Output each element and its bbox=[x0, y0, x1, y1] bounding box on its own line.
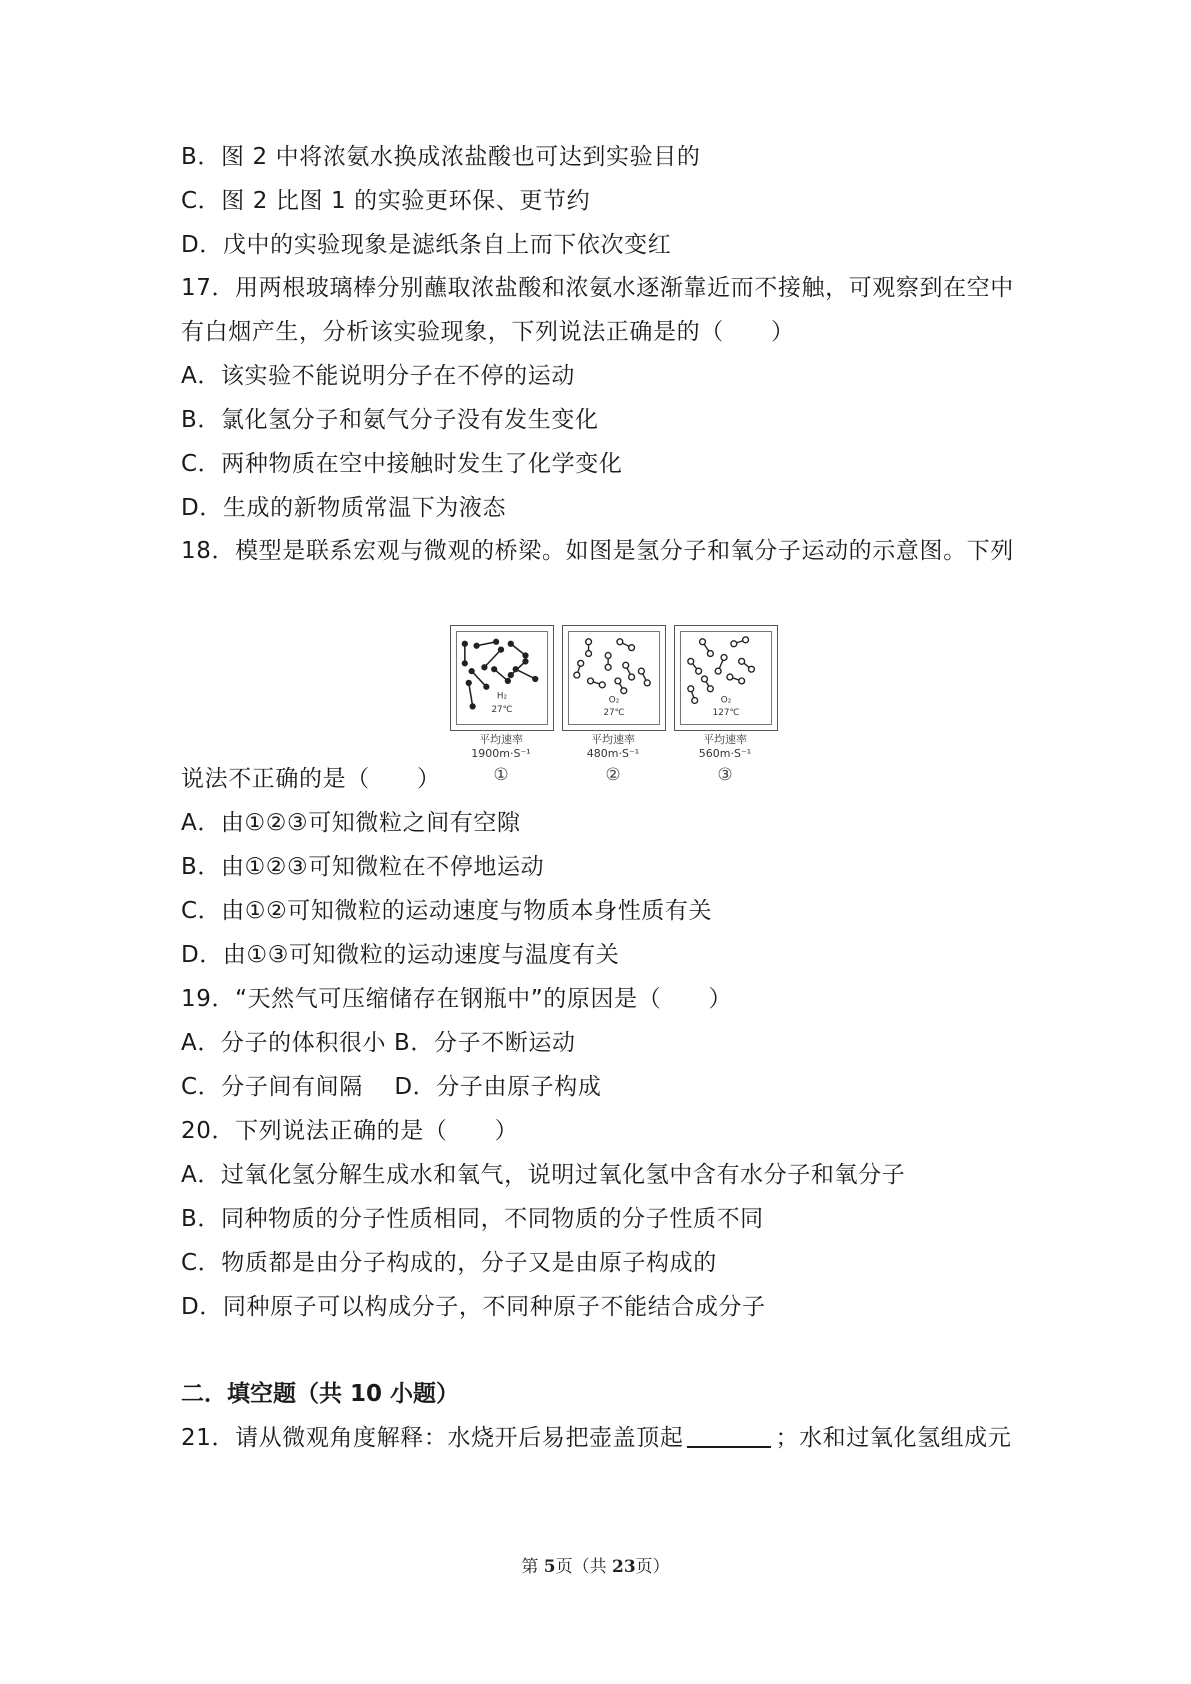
answer-blank[interactable] bbox=[687, 1424, 771, 1448]
rate-label: 平均速率 bbox=[591, 733, 635, 746]
panel-o2-27c bbox=[562, 625, 666, 731]
o2-molecules-diagram-127c bbox=[680, 631, 772, 725]
options-ab-q19: A．分子的体积很小 B．分子不断运动 bbox=[181, 1030, 576, 1056]
option-c-q20: C．物质都是由分子构成的，分子又是由原子构成的 bbox=[181, 1250, 717, 1276]
panel-2-index: ② bbox=[605, 765, 621, 785]
option-d-q20: D．同种原子可以构成分子，不同种原子不能结合成分子 bbox=[181, 1294, 766, 1320]
question-17-stem-line2: 有白烟产生，分析该实验现象，下列说法正确是的（ ） bbox=[181, 319, 795, 345]
rate-value: 1900m·S⁻¹ bbox=[471, 747, 531, 760]
footer-prefix: 第 bbox=[521, 1557, 544, 1577]
panel-1-rate-caption bbox=[445, 733, 557, 761]
total-pages: 23 bbox=[611, 1557, 636, 1577]
panel-temperature: 27℃ bbox=[603, 708, 625, 719]
question-17-stem-line1: 17．用两根玻璃棒分别蘸取浓盐酸和浓氨水逐渐靠近而不接触，可观察到在空中 bbox=[181, 275, 1014, 301]
option-a-q18: A．由①②③可知微粒之间有空隙 bbox=[181, 810, 521, 836]
page-number: 5 bbox=[543, 1557, 556, 1577]
rate-label: 平均速率 bbox=[479, 733, 523, 746]
question-18-stem-tail: 说法不正确的是（ ） bbox=[181, 766, 441, 792]
q21-text-after: ；水和过氧化氢组成元 bbox=[775, 1425, 1012, 1451]
footer-middle: 页（共 bbox=[555, 1557, 612, 1577]
rate-label: 平均速率 bbox=[703, 733, 747, 746]
panel-2-rate-caption bbox=[557, 733, 669, 761]
option-a-q17: A．该实验不能说明分子在不停的运动 bbox=[181, 363, 575, 389]
footer-suffix: 页） bbox=[635, 1557, 670, 1577]
option-c-q18: C．由①②可知微粒的运动速度与物质本身性质有关 bbox=[181, 898, 713, 924]
question-18-stem: 18．模型是联系宏观与微观的桥梁。如图是氢分子和氧分子运动的示意图。下列 bbox=[181, 538, 1014, 564]
panel-o2-127c bbox=[674, 625, 778, 731]
panel-formula: O₂ bbox=[720, 695, 732, 706]
option-b-q17: B．氯化氢分子和氨气分子没有发生变化 bbox=[181, 407, 599, 433]
question-19-stem: 19．“天然气可压缩储存在钢瓶中”的原因是（ ） bbox=[181, 986, 733, 1012]
options-cd-q19: C．分子间有间隔 D．分子由原子构成 bbox=[181, 1074, 602, 1100]
option-d-q18: D．由①③可知微粒的运动速度与温度有关 bbox=[181, 942, 620, 968]
option-b-q16: B．图 2 中将浓氨水换成浓盐酸也可达到实验目的 bbox=[181, 144, 701, 170]
panel-3-rate-caption bbox=[669, 733, 781, 761]
option-b-q20: B．同种物质的分子性质相同，不同物质的分子性质不同 bbox=[181, 1206, 764, 1232]
o2-molecules-diagram-27c bbox=[568, 631, 660, 725]
question-20-stem: 20．下列说法正确的是（ ） bbox=[181, 1118, 519, 1144]
rate-value: 560m·S⁻¹ bbox=[698, 747, 752, 760]
panel-temperature: 127℃ bbox=[712, 708, 740, 719]
option-b-q18: B．由①②③可知微粒在不停地运动 bbox=[181, 854, 545, 880]
rate-value: 480m·S⁻¹ bbox=[586, 747, 640, 760]
panel-formula: O₂ bbox=[608, 695, 620, 706]
panel-formula: H₂ bbox=[496, 691, 508, 702]
option-c-q17: C．两种物质在空中接触时发生了化学变化 bbox=[181, 451, 623, 477]
molecule-motion-figure bbox=[450, 625, 786, 795]
question-21-stem bbox=[181, 1423, 1011, 1453]
section-heading-fill-in: 二．填空题（共 10 小题） bbox=[181, 1381, 460, 1407]
panel-3-index: ③ bbox=[717, 765, 733, 785]
option-a-q20: A．过氧化氢分解生成水和氧气，说明过氧化氢中含有水分子和氧分子 bbox=[181, 1162, 906, 1188]
option-d-q17: D．生成的新物质常温下为液态 bbox=[181, 495, 507, 521]
page-footer bbox=[0, 1552, 1191, 1577]
option-d-q16: D．戊中的实验现象是滤纸条自上而下依次变红 bbox=[181, 232, 672, 258]
option-c-q16: C．图 2 比图 1 的实验更环保、更节约 bbox=[181, 188, 591, 214]
panel-temperature: 27℃ bbox=[491, 705, 513, 716]
h2-molecules-diagram bbox=[456, 631, 548, 725]
q21-text-before: 21．请从微观角度解释：水烧开后易把壶盖顶起 bbox=[181, 1425, 684, 1451]
panel-1-index: ① bbox=[493, 765, 509, 785]
panel-h2-27c bbox=[450, 625, 554, 731]
